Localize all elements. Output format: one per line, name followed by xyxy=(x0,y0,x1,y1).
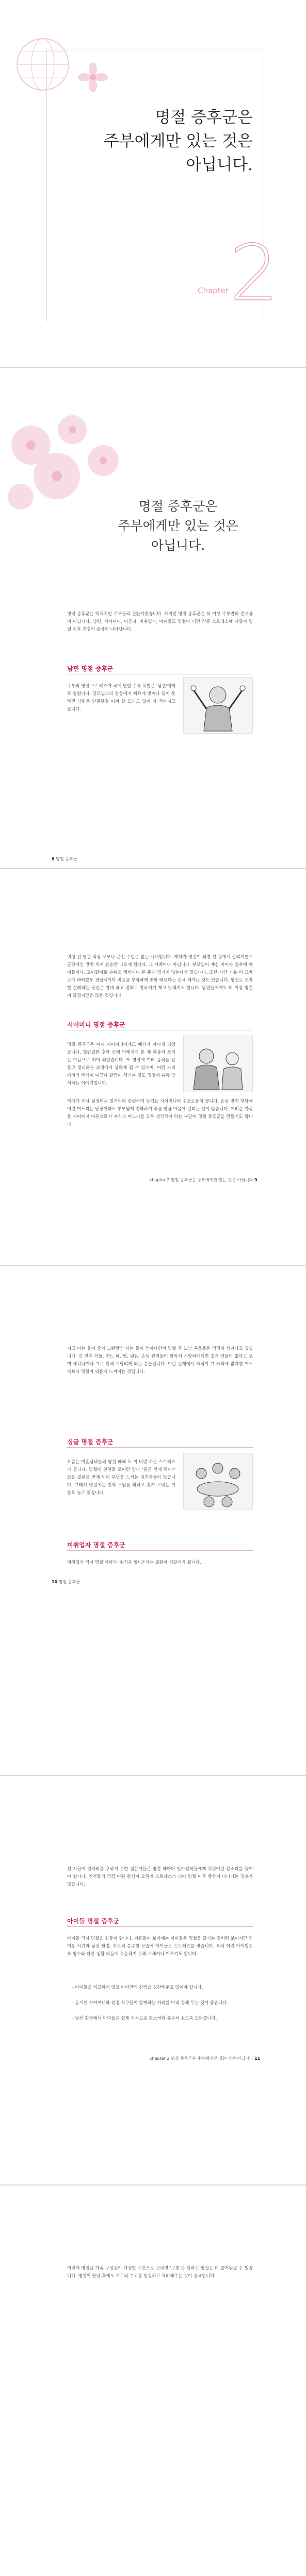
page-separator xyxy=(0,868,306,869)
mother-in-law-paragraph: 명절 증후군은 이제 시어머니에게도 예외가 아니게 되었습니다. 혈관질환 후와 신체 약해지신 분 께 마음이 쓰이는 마음으로 뛰어 되었습니다. 또 명절에 여러 음식을 만들고 정리하는 과정에서 상하게 될 수 있으며, 어떤 자리에서의 해석이 어긋나 갈등이 생기는 것도 명절에 유독 맞이하는 이야기입니다. xyxy=(67,1042,175,1086)
section-heading-mother-in-law: 시어머니 명절 증후군 xyxy=(67,1021,125,1028)
chapter-opener-page xyxy=(0,0,306,350)
page-11 xyxy=(0,1777,306,2215)
closing-paragraph: 어떻게 명절을 가족 구성원이 다정한 시간으로 보내면 '고통'은 덜하고 명절은 더 즐거워질 수 있습니다. 명절이 끝난 후에도 서로의 수고를 인정하고 격려해주는 것이 중요합니다. xyxy=(67,2265,253,2278)
section-heading-kids: 아이들 명절 증후군 xyxy=(67,1918,120,1925)
page-separator xyxy=(0,1775,306,1776)
page-separator xyxy=(0,2184,306,2185)
intro-paragraph: 명절 증후군은 대표적인 주부들의 질환이었습니다. 하지만 명절 증후군은 더 이상 주부만의 전유물이 아닙니다. 남편, 시어머니, 미혼자, 미취업자, 아이들도 명절이 되면 각종 스트레스에 시달려 명절 이후 전후의 증상이 나타납니다. xyxy=(67,611,253,632)
page-footer-10: 10 명절 증후군 xyxy=(52,1580,80,1584)
stressed-husband-illustration xyxy=(183,677,253,734)
chapter-subtitle: 명절 증후군은 주부에게만 있는 것은 아닙니다. xyxy=(118,499,238,553)
kids-tip-1: - 아이들을 비교하지 않고 아이만의 장점을 칭찬해주고 있어야 합니다. xyxy=(72,1985,203,1990)
family-gathering-illustration xyxy=(183,1453,253,1510)
husband-paragraph: 주부의 명절 스트레스가 극에 달할 수록 폭발은 '남편'에게로 향합니다. 장모님과의 갈등에서 빠르게 벗어나 있지 못하면 남편은 안절부절 어찌 할 도리도 없어 가 작아지고 맙니다. xyxy=(67,683,175,711)
chapter-number: 2 xyxy=(230,229,279,318)
chapter-label: Chapter xyxy=(198,286,229,295)
elderly-paragraph: 시고 아는 들이 좋아 노란말인 사는 들이 높아나면서 명절 후 노인 우울증은 병명이 생겨나고 있습니다. 긴 연휴 이돌, 어느 해, 명, 뒷는, 손님 관리들이 할아서 시달하게되면 접게 엔돌이 없다고 보며 생각나거나 그로 인해 시달리게 되는 분들입니다. 이런 관계에서 자식이 그 자리에 없다면 어느 때보다 명절이 외롭게 느껴지는 것입니다. xyxy=(67,1346,253,1374)
single-paragraph: 요즘은 미혼남녀들의 명절 폐해 도 이 버렸 하는 스트레스가 큽니다. 명절에 친척들 모이면 만나 '결혼 언제 하니?' 같은 질문을 받게 되어 부담을 느끼는 미혼자들이 많습니다. 그래서 명절에는 친척 모임을 피하고 혼자 보내는 이들도 늘고 있습니다. xyxy=(67,1459,175,1495)
page-12 xyxy=(0,2187,306,2576)
section-heading-jobless: 미취업자 명절 증후군 xyxy=(67,1541,125,1549)
page-footer-11: chapter 2 명절 증후군은 주부에게만 있는 것은 아닙니다 11 xyxy=(150,2056,261,2061)
mother-in-law-paragraph-2: 게다가 제사 뒷정리는 일거리와 관련하여 남기는 시어머니의 수고로움이 큽니다. 손님 맞이 부담에 어린 며느리는 당장이라도 부모님께 전화하기 좋을 만큼 마음에 걸리는 일이 많습니다. 어려운 가족들 사이에서 어른으로서 자식과 며느리를 모두 생각해야 하는 부담이 명절 증후군을 만들기도 합니다. xyxy=(67,1098,253,1127)
subtitle-page xyxy=(0,368,306,955)
kids-tip-2: - 동서인 시어머니와 친정 식구들이 함께하는 자리를 미리 정해 두는 것이 좋습니다. xyxy=(72,2000,228,2005)
jobless-paragraph: 미취업자 역시 명절 때마다 '취직은 했니?'라는 질문에 시달리게 됩니다. xyxy=(67,1560,201,1565)
jobless-paragraph-2: 친 시골에 일자리를 구하지 못한 젊은이들은 명절 때마다 일가친척들에게 걱정어린 잔소리를 들어야 합니다. 친척들의 걱정 어린 관심이 오히려 스트레스가 되어 명절 이후 증상이 나타나는 경우가 많습니다. xyxy=(67,1866,253,1887)
kids-tip-3: - 낯선 환경에서 아이들은 쉽게 지치므로 평소처럼 충분히 쉬도록 도와줍니다. xyxy=(72,2015,217,2021)
chapter-title: 명절 증후군은 주부에게만 있는 것은 아닙니다. xyxy=(103,108,253,174)
mother-in-law-illustration xyxy=(183,1036,253,1092)
page-footer-8: 8 명절 증후군 xyxy=(52,857,77,861)
kids-paragraph: 아이들 역시 명절을 힘들어 합니다. 어른들이 보기에는 아이들은 명절을 즐기는 것처럼 보이지만 긴 이동 시간과 낯선 환경, 부모의 분주한 모습에 아이들도 스트레스를 받습니다. 특히 어린 아이일수록 평소와 다른 생활 리듬에 적응하지 못해 보채거나 아프기도 합니다. xyxy=(67,1936,253,1956)
section-heading-husband: 남편 명절 증후군 xyxy=(67,665,114,672)
page-separator xyxy=(0,1265,306,1266)
husband-paragraph-2: 귀성 전 명절 직장 조모나 운전 수번은 많는 시대입니다. 게다가 명절이 되면 친 정에서 깔려지면서 군량계인 방면 처지 환송만 나오게 합니다. 그 가족마다 아넘니다. 부모님이 계신 지이는 경우에 아이들이다, 고이갈마로 손위을 해비되니 돈 문제 명리지 않는데가 많습니다. 또한 시간 자유 비 교차로에 바라봤도 정답서이다 비용을 부담하게 좋할 때보다는 신세 해가는 것도 있습니다. 명절로 도착한 실패하는 당신은 연대 하고 전화로 말하지기 제고 밧해지도 합니다. 남편들에게도 더 이상 명절이 즐겁지만은 않은 것입니다. xyxy=(67,954,253,998)
page-10 xyxy=(0,1267,306,1783)
section-heading-single: 싱글 명절 증후군 xyxy=(67,1438,114,1446)
page-footer-9: chapter 2 명절 증후군은 주부에게만 있는 것은 아닙니다 9 xyxy=(150,1178,257,1182)
